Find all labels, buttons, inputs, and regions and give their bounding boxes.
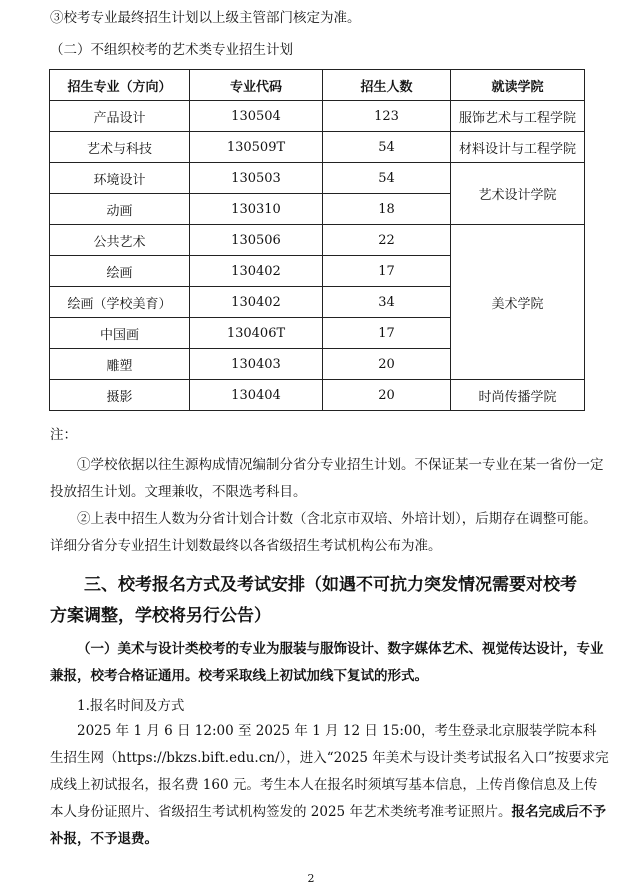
cell-college: 服饰艺术与工程学院 <box>451 101 585 132</box>
cell-count: 18 <box>323 194 451 225</box>
cell-major: 艺术与科技 <box>50 132 190 163</box>
cell-code: 130404 <box>190 380 323 411</box>
table-row <box>50 132 585 163</box>
cell-count: 20 <box>323 380 451 411</box>
cell-college: 美术学院 <box>451 225 585 380</box>
cell-code: 130403 <box>190 349 323 380</box>
cell-major: 绘画 <box>50 256 190 287</box>
cell-major: 摄影 <box>50 380 190 411</box>
note-2: ②上表中招生人数为分省计划合计数（含北京市双培、外培计划），后期存在调整可能。详细分省分专业招生计划数最终以各省级招生考试机构公布为准。 <box>50 511 597 554</box>
table-header-row <box>50 70 585 101</box>
section-3-title: 三、校考报名方式及考试安排（如遇不可抗力突发情况需要对校考方案调整，学校将另行公告） <box>50 575 577 626</box>
cell-count: 34 <box>323 287 451 318</box>
cell-code: 130504 <box>190 101 323 132</box>
item-1-title: 1.报名时间及方式 <box>77 698 185 714</box>
header-code: 专业代码 <box>190 70 323 101</box>
section-3-sub-1: （一）美术与设计类校考的专业为服装与服饰设计、数字媒体艺术、视觉传达设计，专业兼报，校考合格证通用。校考采取线上初试加线下复试的形式。 <box>50 641 604 684</box>
cell-code: 130503 <box>190 163 323 194</box>
table-row <box>50 380 585 411</box>
cell-major: 绘画（学校美育） <box>50 287 190 318</box>
item-1-bold-notice: 报名完成后不予补报，不予退费。 <box>50 804 606 847</box>
cell-count: 22 <box>323 225 451 256</box>
table-row <box>50 163 585 194</box>
cell-college: 材料设计与工程学院 <box>451 132 585 163</box>
cell-count: 54 <box>323 132 451 163</box>
cell-code: 130402 <box>190 287 323 318</box>
notes-label: 注： <box>50 427 77 443</box>
cell-count: 123 <box>323 101 451 132</box>
cell-code: 130506 <box>190 225 323 256</box>
cell-count: 54 <box>323 163 451 194</box>
cell-college: 艺术设计学院 <box>451 163 585 225</box>
cell-major: 雕塑 <box>50 349 190 380</box>
cell-major: 环境设计 <box>50 163 190 194</box>
cell-code: 130310 <box>190 194 323 225</box>
header-major: 招生专业（方向） <box>50 70 190 101</box>
cell-code: 130509T <box>190 132 323 163</box>
cell-major: 产品设计 <box>50 101 190 132</box>
cell-code: 130406T <box>190 318 323 349</box>
table-row <box>50 101 585 132</box>
enrollment-plan-table <box>49 69 585 411</box>
cell-major: 公共艺术 <box>50 225 190 256</box>
table-row <box>50 225 585 256</box>
item-1-body <box>50 718 610 853</box>
section-2-title: （二）不组织校考的艺术类专业招生计划 <box>50 42 293 58</box>
cell-code: 130402 <box>190 256 323 287</box>
cell-count: 17 <box>323 318 451 349</box>
cell-college: 时尚传播学院 <box>451 380 585 411</box>
header-count: 招生人数 <box>323 70 451 101</box>
cell-major: 动画 <box>50 194 190 225</box>
header-college: 就读学院 <box>451 70 585 101</box>
page-number: 2 <box>307 872 315 885</box>
item-1-body-text: 2025 年 1 月 6 日 12:00 至 2025 年 1 月 12 日 15:00，考生登录北京服装学院本科生招生网（https://bkzs.bift.edu.cn/），进入“2025 年美术与设计类考试报名入口”按要求完成线上初试报名，报名费 160 元。考生本人在报名时须填写基本信息，上传肖像信息及上传本人身份证照片、省级招生考试机构签发的 2025 年艺术类统考准考证照片。 <box>50 723 609 820</box>
cell-major: 中国画 <box>50 318 190 349</box>
cell-count: 20 <box>323 349 451 380</box>
note-1: ①学校依据以往生源构成情况编制分省分专业招生计划。不保证某一专业在某一省份一定投放招生计划。文理兼收，不限选考科目。 <box>50 457 604 500</box>
note-3-final-plan: ③校考专业最终招生计划以上级主管部门核定为准。 <box>50 10 361 26</box>
cell-count: 17 <box>323 256 451 287</box>
